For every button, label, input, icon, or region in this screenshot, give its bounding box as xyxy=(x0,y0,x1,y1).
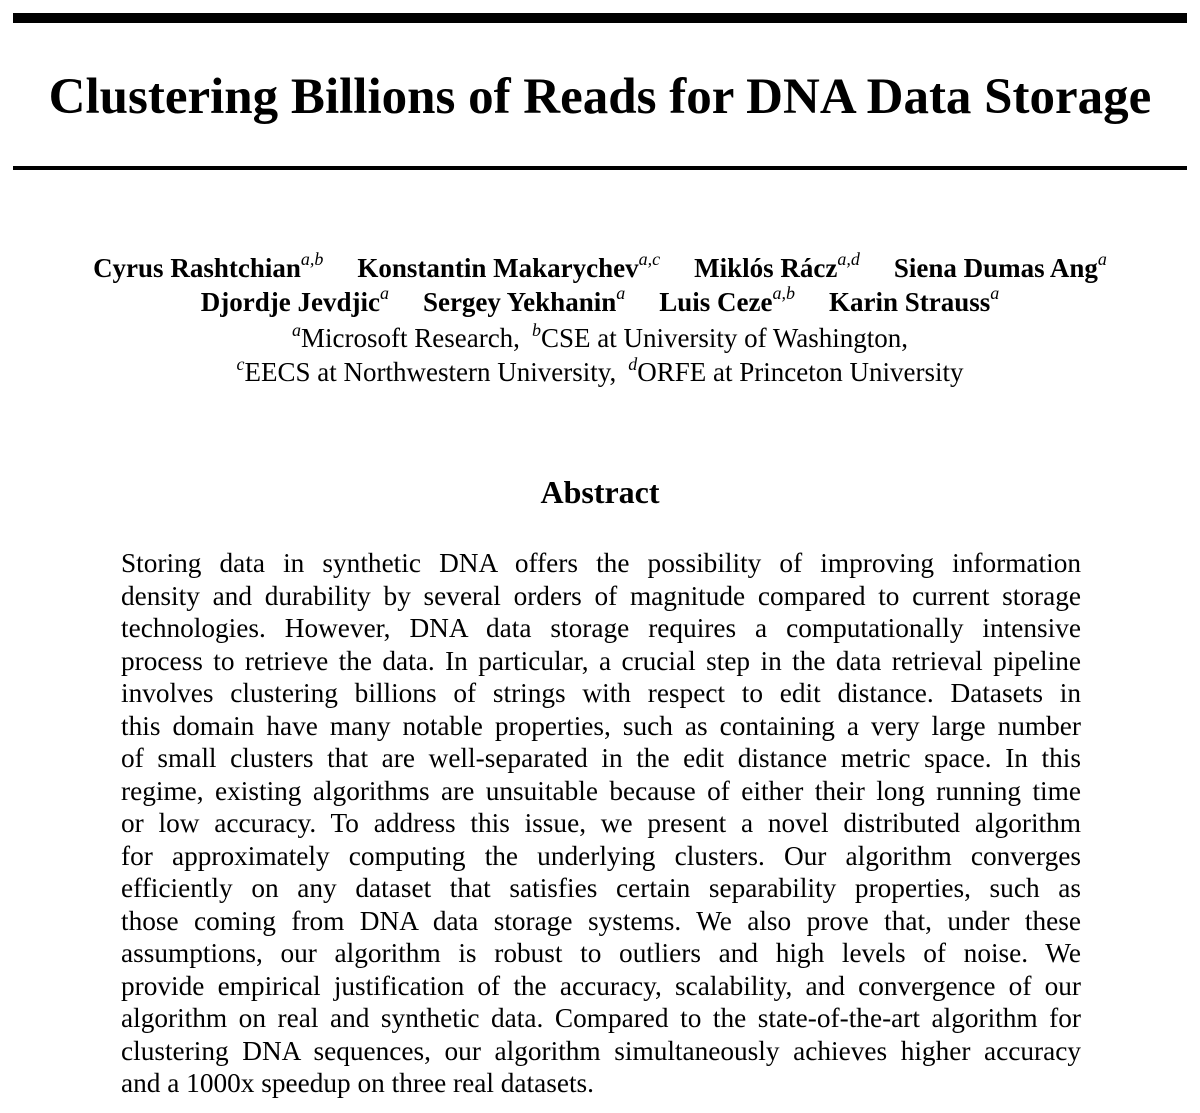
author xyxy=(659,283,795,318)
abstract-line: those coming from DNA data storage systems. We also prove that, under these xyxy=(121,905,1081,936)
author-affiliation-mark: a xyxy=(1097,249,1107,269)
author xyxy=(200,283,389,318)
abstract-line: and a 1000x speedup on three real datasets. xyxy=(121,1068,594,1098)
affiliation-text: CSE at University of Washington, xyxy=(540,323,908,353)
author-name: Luis Ceze xyxy=(659,287,773,317)
author-affiliation-mark: a xyxy=(379,283,389,303)
author xyxy=(893,249,1107,284)
author-affiliation-mark: a,b xyxy=(772,283,795,303)
affiliation xyxy=(532,321,908,355)
author-affiliation-mark: a,d xyxy=(837,249,860,269)
abstract-line: clustering DNA sequences, our algorithm simultaneously achieves higher accuracy xyxy=(121,1035,1081,1066)
abstract-line: provide empirical justification of the accuracy, scalability, and convergence of our xyxy=(121,970,1081,1001)
affiliation-text: ORFE at Princeton University xyxy=(637,357,964,387)
abstract-line: involves clustering billions of strings with respect to edit distance. Datasets in xyxy=(121,678,1081,708)
affiliation xyxy=(237,355,617,389)
affiliations-row-1 xyxy=(0,321,1200,355)
author-name: Konstantin Makarychev xyxy=(357,253,639,283)
author-name: Karin Strauss xyxy=(828,287,991,317)
author-affiliation-mark: a,b xyxy=(300,249,324,269)
paper-title: Clustering Billions of Reads for DNA Data Storage xyxy=(48,69,1152,125)
affiliation-mark: c xyxy=(236,354,245,374)
affiliation-text: EECS at Northwestern University, xyxy=(244,357,617,387)
author-affiliation-mark: a,c xyxy=(638,249,661,269)
author-list-row-2 xyxy=(0,283,1200,318)
affiliation-mark: d xyxy=(628,354,638,374)
title-bottom-rule xyxy=(13,166,1187,170)
abstract-line: of small clusters that are well-separated in the edit distance metric space. In this xyxy=(121,743,1081,773)
author-name: Miklós Rácz xyxy=(694,253,838,283)
abstract-line: this domain have many notable properties, such as containing a very large number xyxy=(121,710,1081,741)
abstract-line: for approximately computing the underlying clusters. Our algorithm converges xyxy=(121,840,1081,871)
affiliations-row-2 xyxy=(0,355,1200,389)
abstract-line: density and durability by several orders of magnitude compared to current storage xyxy=(121,580,1081,611)
affiliation-mark: a xyxy=(292,320,301,340)
affiliation-mark: b xyxy=(531,320,541,340)
author-name: Djordje Jevdjic xyxy=(200,287,380,317)
abstract-body xyxy=(121,547,1081,1100)
abstract-line: regime, existing algorithms are unsuitable because of either their long running time xyxy=(121,775,1081,806)
author-affiliation-mark: a xyxy=(990,283,1000,303)
abstract-line: Storing data in synthetic DNA offers the possibility of improving information xyxy=(121,548,1081,578)
author-affiliation-mark: a xyxy=(616,283,626,303)
author-name: Sergey Yekhanin xyxy=(422,287,617,317)
abstract-line: technologies. However, DNA data storage requires a computationally intensive xyxy=(121,613,1081,643)
author-list-row-1 xyxy=(0,249,1200,284)
affiliation xyxy=(628,355,963,389)
author xyxy=(357,249,661,284)
abstract-line: process to retrieve the data. In particular, a crucial step in the data retrieval pipeline xyxy=(121,645,1081,676)
abstract-line: or low accuracy. To address this issue, we present a novel distributed algorithm xyxy=(121,808,1081,838)
abstract-line: assumptions, our algorithm is robust to outliers and high levels of noise. We xyxy=(121,938,1081,968)
abstract-heading: Abstract xyxy=(540,474,660,510)
author xyxy=(828,283,1000,318)
affiliation-text: Microsoft Research, xyxy=(301,323,520,353)
affiliation xyxy=(292,321,520,355)
author xyxy=(422,283,626,318)
author xyxy=(694,249,860,284)
abstract-line: algorithm on real and synthetic data. Compared to the state-of-the-art algorithm for xyxy=(121,1003,1081,1033)
author-name: Siena Dumas Ang xyxy=(893,253,1098,283)
title-top-rule xyxy=(13,13,1187,23)
author xyxy=(93,249,324,284)
author-name: Cyrus Rashtchian xyxy=(93,253,301,283)
abstract-line: efficiently on any dataset that satisfies certain separability properties, such as xyxy=(121,873,1081,903)
